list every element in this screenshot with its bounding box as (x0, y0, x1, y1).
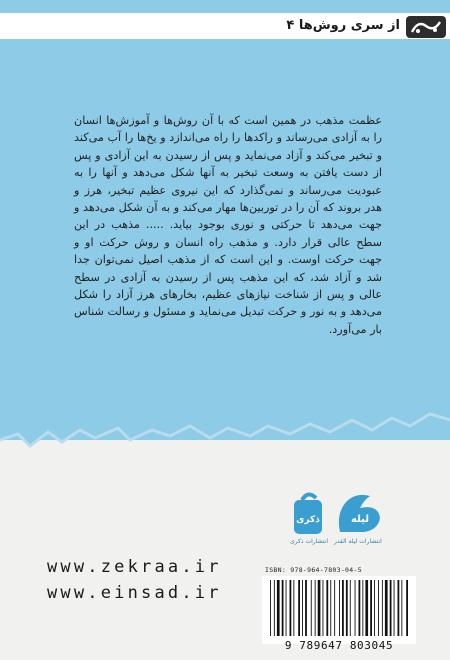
body-paragraph: عظمت مذهب در همین است که با آن روش‌ها و آموزش‌ها انسان را به آزادی می‌رساند و راکدها را راه می‌اندازد و یخ‌ها را آب می‌کند و تبخیر می‌کند و آزاد می‌نماید و پس از رسیدن به این آزادی و پس از دست یافتن به وسعت تبخیر به آنها شکل می‌دهد و آنها را به عبودیت می‌رساند و نمی‌گذارد که این نیروی عظیم تبخیر، هرز و هدر بروند که آن را در توربین‌ها مهار می‌کند و به آن شکل می‌دهد و جهت می‌دهد تا حرکتی و نوری بوجود بیاید. ..... مذهب در این سطح عالی قرار دارد. و مذهب راه انسان و روش حرکت او و جهت حرکت اوست. و این است که از مذهب اصیل نمی‌توان جدا شد و آزاد شد، که این مذهب پس از رسیدن به آزادی در سطح عالی و پس از شناخت نیازهای عظیم، بخارهای هرز آزاد را شکل می‌دهد و به نور و حرکت تبدیل می‌نماید و مسئول و رسالت شناس بار می‌آورد. (74, 114, 382, 336)
barcode-bar (302, 580, 303, 636)
barcode-bar (374, 580, 375, 636)
url-einsad[interactable]: www.einsad.ir (47, 583, 222, 603)
barcode-bar (334, 580, 335, 636)
logo-1-name: انتشارات لیلة القدر (334, 538, 382, 545)
barcode-bar (311, 580, 312, 636)
logo-2-name: انتشارات ذکری (290, 538, 328, 545)
zekra-logo-icon (290, 492, 326, 536)
logo-2-mark: ذکری (296, 515, 320, 525)
barcode-bar (286, 580, 287, 636)
leilat-al-qadr-logo-icon (334, 492, 384, 536)
barcode-bar (277, 580, 280, 636)
barcode-bar (330, 580, 331, 636)
barcode-bar (270, 580, 271, 636)
barcode-bar (385, 580, 388, 636)
barcode-bar (342, 580, 344, 636)
barcode-bar (315, 580, 316, 636)
barcode-bar (339, 580, 340, 636)
barcode-bar (350, 580, 351, 636)
barcode-bar (355, 580, 356, 636)
barcode-bar (359, 580, 361, 636)
brush-stroke-edge (0, 380, 450, 470)
barcode-bar (318, 580, 321, 636)
barcode-bar (382, 580, 383, 636)
isbn-label: ISBN: 978-964-7803-04-5 (265, 566, 362, 574)
barcode-bar (365, 580, 368, 636)
barcode-bar (398, 580, 400, 636)
barcode-bar (401, 580, 402, 636)
barcode (262, 576, 416, 644)
barcode-bar (298, 580, 300, 636)
barcode-bar (274, 580, 275, 636)
barcode-bar (346, 580, 348, 636)
series-strip (0, 13, 450, 39)
barcode-bar (362, 580, 363, 636)
barcode-digits: 9 789647 803045 (284, 639, 394, 652)
barcode-bar (290, 580, 292, 636)
series-title: از سری روش‌ها ۴ (286, 18, 400, 33)
barcode-bar (305, 580, 307, 636)
back-cover-text (74, 112, 382, 338)
barcode-bar (282, 580, 284, 636)
logo-1-mark: لیله (351, 514, 369, 525)
barcode-bar (370, 580, 372, 636)
publisher-logos (282, 492, 390, 552)
series-logo-icon (406, 16, 446, 38)
barcode-bar (378, 580, 379, 636)
url-zekraa[interactable]: www.zekraa.ir (47, 557, 222, 577)
barcode-bar (293, 580, 294, 636)
barcode-bar (323, 580, 324, 636)
barcode-bar (406, 580, 408, 636)
barcode-bar (390, 580, 392, 636)
barcode-bar (394, 580, 395, 636)
barcode-bar (326, 580, 328, 636)
